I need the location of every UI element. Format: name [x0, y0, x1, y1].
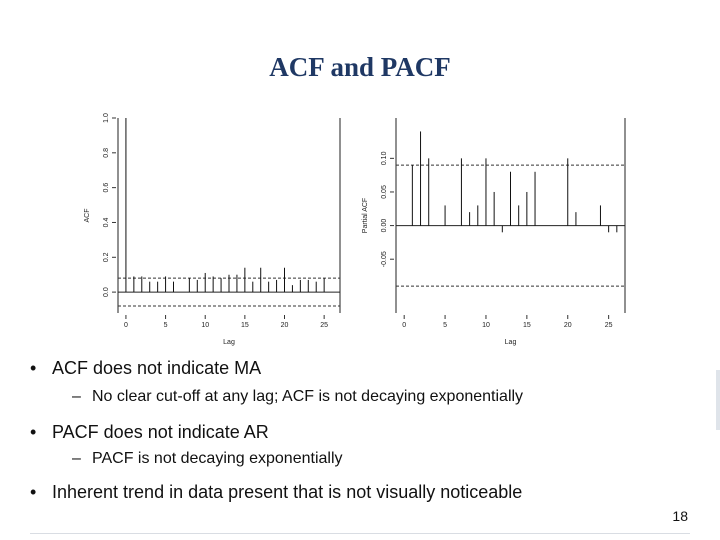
subbullet-acf [72, 388, 523, 406]
bullet-pacf [30, 422, 269, 443]
acf-y-tick-label: 0.8 [103, 147, 110, 158]
slide-title: ACF and PACF [269, 52, 451, 82]
bullet-dot-icon: • [30, 482, 37, 502]
bullet-dot-icon: • [30, 358, 37, 378]
pacf-y-tick-label: 0.00 [381, 218, 388, 233]
subbullet-text: PACF is not decaying exponentially [92, 450, 343, 467]
bullet-text: Inherent trend in data present that is not visually noticeable [52, 482, 523, 502]
acf-y-tick-label: 0.4 [103, 217, 110, 228]
pacf-x-tick-label: 5 [443, 322, 448, 329]
bullet-acf [30, 358, 261, 379]
pacf-y-tick-label: -0.05 [381, 251, 388, 268]
acf-x-tick-label: 5 [163, 322, 168, 329]
pacf-x-tick-label: 25 [604, 322, 613, 329]
pacf-y-tick-label: 0.05 [381, 185, 388, 199]
pacf-y-tick-label: 0.10 [381, 151, 388, 166]
acf-y-tick-label: 0.0 [103, 287, 110, 297]
acf-x-tick-label: 10 [201, 322, 210, 329]
pacf-x-tick-label: 20 [563, 322, 572, 329]
acf-x-tick-label: 25 [320, 322, 329, 329]
acf-y-tick-label: 0.6 [103, 182, 110, 193]
page-number: 18 [672, 508, 688, 524]
subbullet-pacf [72, 450, 343, 468]
dash-icon: – [72, 450, 81, 467]
bullet-text: ACF does not indicate MA [52, 358, 262, 378]
footer-rule [30, 533, 690, 534]
pacf-y-axis-label: Partial ACF [362, 197, 369, 234]
acf-x-tick-label: 0 [123, 322, 128, 329]
bullet-dot-icon: • [30, 422, 37, 442]
bullet-text: PACF does not indicate AR [52, 422, 269, 442]
subbullet-text: No clear cut-off at any lag; ACF is not decaying exponentially [92, 388, 524, 405]
acf-y-tick-label: 1.0 [103, 113, 110, 123]
acf-x-tick-label: 20 [280, 322, 289, 329]
acf-x-axis-label: Lag [223, 339, 235, 346]
pacf-x-axis-label: Lag [504, 339, 517, 346]
acf-y-tick-label: 0.2 [103, 252, 110, 263]
dash-icon: – [72, 388, 81, 405]
pacf-x-tick-label: 10 [482, 322, 490, 329]
acf-y-axis-label: ACF [84, 208, 91, 223]
edge-decoration [716, 370, 720, 430]
bullet-trend [30, 482, 522, 503]
pacf-x-tick-label: 15 [522, 322, 531, 329]
pacf-x-tick-label: 0 [402, 322, 407, 329]
acf-x-tick-label: 15 [240, 322, 249, 329]
